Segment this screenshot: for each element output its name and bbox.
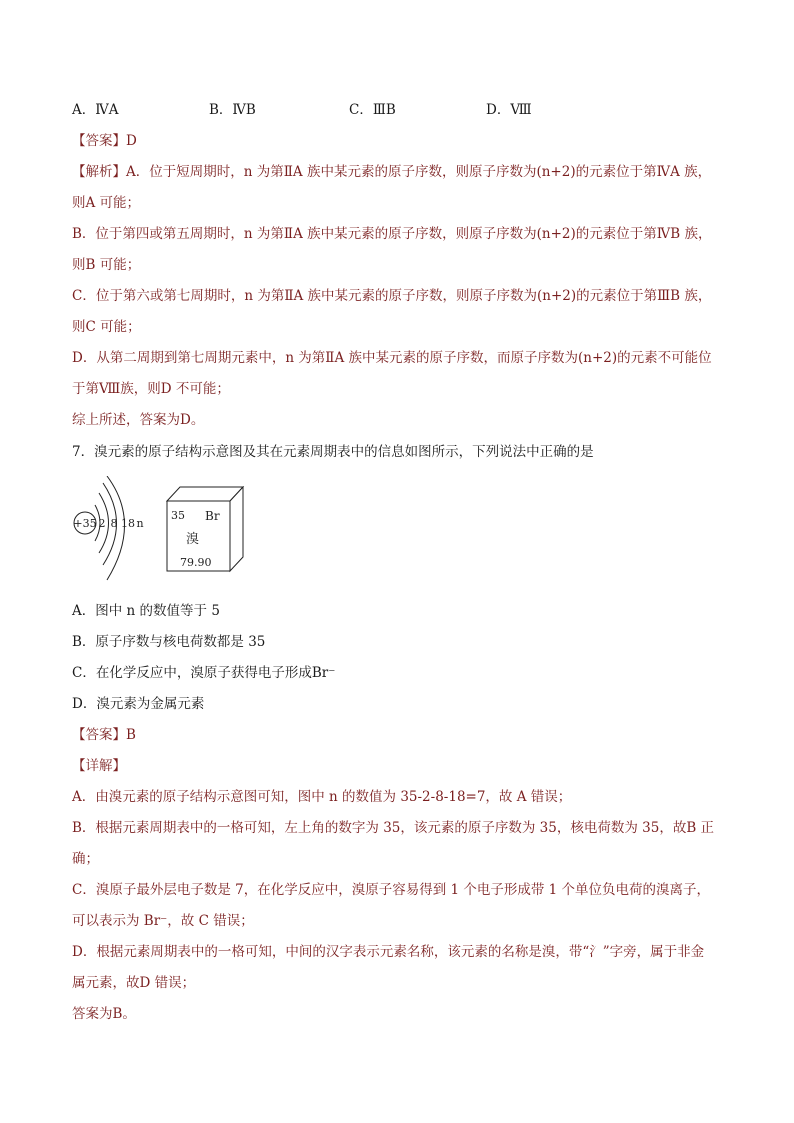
element-symbol: Br xyxy=(205,509,220,523)
prev-analysis-line: B．位于第四或第五周期时，n 为第ⅡA 族中某元素的原子序数，则原子序数为(n+2)的元素位于第ⅣB 族， xyxy=(72,226,712,242)
prev-analysis-line: 综上所述，答案为D。 xyxy=(72,412,205,428)
cell-side-face xyxy=(230,487,243,571)
prev-analysis-line: C．位于第六或第七周期时，n 为第ⅡA 族中某元素的原子序数，则原子序数为(n+2)的元素位于第ⅢB 族， xyxy=(72,288,712,304)
q7-detail-line: A．由溴元素的原子结构示意图可知，图中 n 的数值为 35-2-8-18=7，故 A 错误； xyxy=(72,789,572,805)
prev-analysis-line: D．从第二周期到第七周期元素中，n 为第ⅡA 族中某元素的原子序数，而原子序数为(n+2)的元素不可能位 xyxy=(72,350,712,366)
question-7-stem: 7．溴元素的原子结构示意图及其在元素周期表中的信息如图所示，下列说法中正确的是 xyxy=(72,444,594,460)
element-name: 溴 xyxy=(186,532,200,547)
atom-structure-diagram xyxy=(72,476,152,586)
q7-option-c: C．在化学反应中，溴原子获得电子形成Br⁻ xyxy=(72,665,336,681)
shell-electrons-2: 8 xyxy=(110,517,118,530)
prev-analysis-line: 则C 可能； xyxy=(72,319,141,335)
q7-answer: 【答案】B xyxy=(72,727,136,743)
q7-detail-line: C．溴原子最外层电子数是 7，在化学反应中，溴原子容易得到 1 个电子形成带 1 个单位负电荷的溴离子， xyxy=(72,882,711,898)
prev-option-a: A．ⅣA xyxy=(72,102,119,118)
shell-electrons-4: n xyxy=(136,517,144,530)
q7-detail-line: 属元素，故D 错误； xyxy=(72,975,196,991)
nucleus-charge: +35 xyxy=(73,517,97,530)
prev-analysis-line: 则B 可能； xyxy=(72,257,141,273)
shell-electrons-1: 2 xyxy=(98,517,106,530)
prev-analysis-line: 于第Ⅷ族，则D 不可能； xyxy=(72,381,230,397)
periodic-table-cell xyxy=(166,486,246,574)
shell-electrons-3: 18 xyxy=(121,517,135,530)
q7-detail-title: 【详解】 xyxy=(72,758,126,774)
q7-detail-line: 答案为B。 xyxy=(72,1006,136,1022)
prev-option-c: C．ⅢB xyxy=(349,102,396,118)
prev-analysis-line: 【解析】A．位于短周期时，n 为第ⅡA 族中某元素的原子序数，则原子序数为(n+2)的元素位于第ⅣA 族， xyxy=(72,164,712,180)
q7-detail-line: D．根据元素周期表中的一格可知，中间的汉字表示元素名称，该元素的名称是溴，带“氵”字旁，属于非金 xyxy=(72,944,705,960)
prev-option-d: D．Ⅷ xyxy=(486,102,532,118)
atomic-number: 35 xyxy=(171,509,185,522)
prev-answer: 【答案】D xyxy=(72,133,137,149)
q7-option-a: A．图中 n 的数值等于 5 xyxy=(72,603,220,619)
prev-analysis-line: 则A 可能； xyxy=(72,195,141,211)
q7-option-d: D．溴元素为金属元素 xyxy=(72,696,205,712)
q7-detail-line: 确； xyxy=(72,851,99,867)
prev-options-row xyxy=(72,101,732,119)
q7-detail-line: 可以表示为 Br⁻，故 C 错误； xyxy=(72,913,254,929)
q7-option-b: B．原子序数与核电荷数都是 35 xyxy=(72,634,266,650)
prev-option-b: B．ⅣB xyxy=(209,102,256,118)
atomic-mass: 79.90 xyxy=(180,556,212,569)
q7-detail-line: B．根据元素周期表中的一格可知，左上角的数字为 35，该元素的原子序数为 35，核电荷数为 35，故B 正 xyxy=(72,820,715,836)
